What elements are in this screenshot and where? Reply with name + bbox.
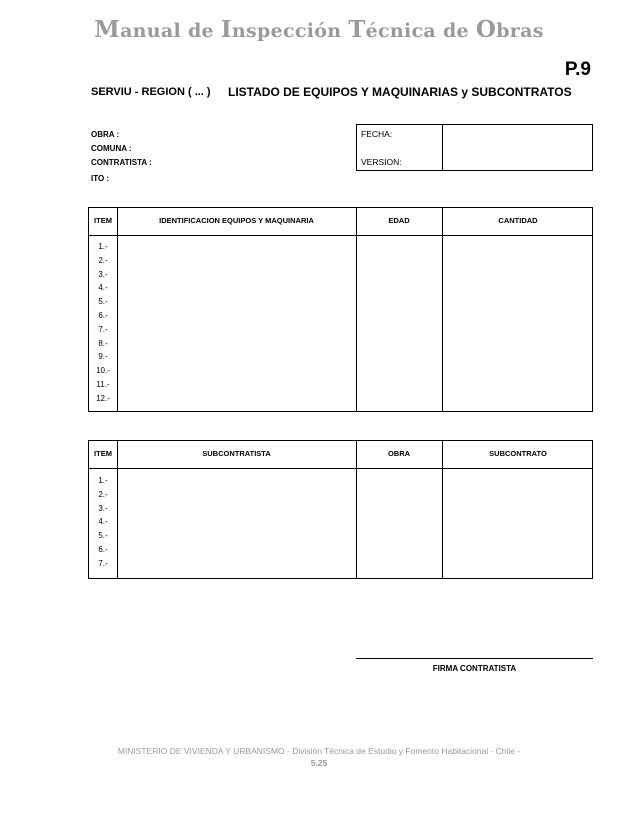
col-header-item: ITEM [94,216,112,225]
header-text: bras [496,20,544,42]
footer-line: MINISTERIO DE VIVIENDA Y URBANISMO - División Técnica de Estudio y Fomento Habitacional - Chile - [117,746,521,756]
page-number: 5.25 [310,758,328,768]
column-divider [117,208,118,411]
col-header-edad: EDAD [388,216,410,225]
manual-header [0,16,638,43]
list-item: 12.- [96,393,110,403]
item-numbers [89,240,117,406]
list-item: 6.- [98,544,108,554]
list-item: 2.- [98,255,108,265]
signature-line [356,658,593,659]
equipment-table [88,207,593,412]
table-header-divider [89,235,592,236]
header-text: écnica de [365,20,476,42]
col-header-obra: OBRA [387,449,411,458]
column-divider [356,441,357,578]
list-item: 1.- [98,242,108,251]
column-divider [356,208,357,411]
col-header-subcontrato: SUBCONTRATO [489,449,547,458]
signature-label: FIRMA CONTRATISTA [432,664,517,673]
item-numbers [89,474,117,571]
list-item: 1.- [98,476,108,485]
form-title: LISTADO DE EQUIPOS Y MAQUINARIAS y SUBCONTRATOS [228,85,572,99]
ito-label: ITO : [91,174,110,183]
list-item: 3.- [98,503,108,513]
table-header-divider [89,468,592,469]
list-item: 10.- [96,366,110,376]
list-item: 5.- [98,531,108,541]
list-item: 5.- [98,297,108,307]
comuna-label: COMUNA : [91,144,132,153]
divider [442,125,443,170]
col-header-subcontratista: SUBCONTRATISTA [202,449,271,458]
col-header-item: ITEM [94,449,112,458]
date-version-box [356,124,593,171]
obra-label: OBRA : [91,130,120,139]
header-text: anual de [120,20,221,42]
header-cap: T [348,16,366,43]
column-divider [117,441,118,578]
subcontract-table [88,440,593,579]
col-header-cantidad: CANTIDAD [498,216,538,225]
column-divider [442,441,443,578]
column-divider [442,208,443,411]
list-item: 9.- [98,352,108,362]
contratista-label: CONTRATISTA : [91,158,152,167]
list-item: 6.- [98,310,108,320]
list-item: 3.- [98,269,108,279]
version-label: VERSION: [361,157,402,167]
region-label: SERVIU - REGION ( ... ) [91,86,211,98]
header-cap: M [94,16,121,43]
list-item: 7.- [98,324,108,334]
header-cap: O [475,16,497,43]
header-text: nspección [231,20,349,42]
list-item: 4.- [98,517,108,527]
list-item: 2.- [98,489,108,499]
list-item: 8.- [98,338,108,348]
form-code: P.9 [564,59,591,80]
list-item: 4.- [98,283,108,293]
col-header-identificacion: IDENTIFICACION EQUIPOS Y MAQUINARIA [159,216,314,225]
header-cap: I [220,16,232,43]
fecha-label: FECHA: [361,129,393,139]
list-item: 11.- [96,379,110,389]
list-item: 7.- [98,558,108,568]
